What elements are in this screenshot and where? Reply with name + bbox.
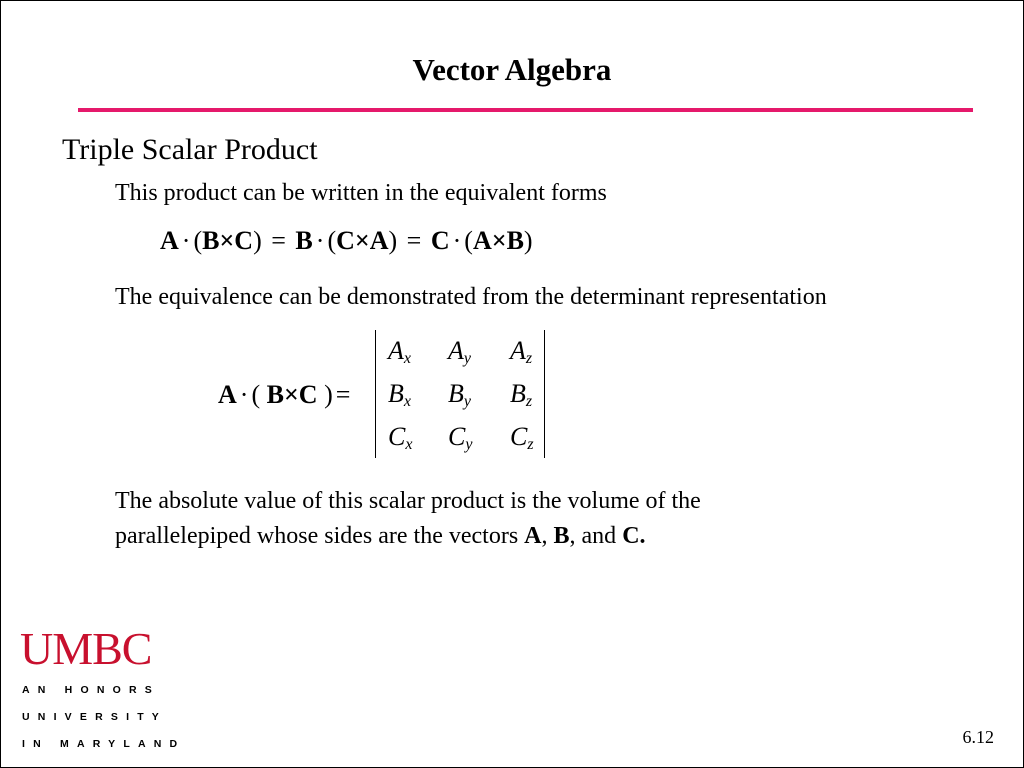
eq-equals: = bbox=[406, 226, 422, 255]
det-cell: $A_y$ bbox=[448, 336, 471, 367]
eq-b: B bbox=[202, 226, 220, 255]
det-cell: $A_z$ bbox=[510, 336, 533, 367]
determinant-lhs bbox=[218, 380, 353, 410]
eq-lparen: ( bbox=[464, 226, 473, 255]
logo-tagline-1: AN HONORS bbox=[22, 684, 160, 696]
section-heading: Triple Scalar Product bbox=[62, 133, 318, 166]
eq-equals: = bbox=[271, 226, 286, 255]
det-cell: $C_y$ bbox=[448, 422, 473, 453]
eq-cross: × bbox=[491, 226, 507, 255]
eq-dot: · bbox=[315, 226, 325, 255]
eq-c: C bbox=[336, 226, 355, 255]
logo-tagline-2: UNIVERSITY bbox=[22, 711, 168, 723]
slide-title: Vector Algebra bbox=[412, 52, 612, 87]
title-rule bbox=[78, 108, 973, 112]
eq-cross: × bbox=[354, 226, 370, 255]
eq-rparen: ) bbox=[523, 226, 533, 255]
det-lparen: ( bbox=[251, 380, 261, 409]
det-b: B bbox=[266, 380, 284, 409]
intro-text: This product can be written in the equivalent forms bbox=[115, 180, 607, 206]
eq-lparen: ( bbox=[327, 226, 337, 255]
eq-c: C bbox=[234, 226, 254, 255]
eq-b: B bbox=[295, 226, 313, 255]
page-number: 6.12 bbox=[962, 727, 994, 747]
det-dot: · bbox=[239, 380, 249, 409]
eq-a: A bbox=[160, 226, 179, 255]
det-cross: × bbox=[283, 380, 299, 409]
eq-dot: · bbox=[452, 226, 462, 255]
volume-text-line2: parallelepiped whose sides are the vectors A, B, and C. bbox=[115, 523, 646, 549]
eq-lparen: ( bbox=[193, 226, 203, 255]
det-cell: $B_z$ bbox=[510, 379, 533, 410]
det-cell: $B_y$ bbox=[448, 379, 471, 410]
det-cell: $C_x$ bbox=[388, 422, 413, 453]
eq-a: A bbox=[369, 226, 389, 255]
eq-b: B bbox=[506, 226, 524, 255]
equivalent-forms-equation bbox=[160, 226, 533, 256]
det-cell: $B_x$ bbox=[388, 379, 411, 410]
eq-dot: · bbox=[181, 226, 191, 255]
eq-rparen: ) bbox=[253, 226, 262, 255]
det-equals: = bbox=[335, 380, 351, 409]
determinant-matrix bbox=[375, 330, 545, 458]
umbc-logo: UMBC bbox=[20, 623, 152, 674]
eq-cross: × bbox=[219, 226, 235, 255]
volume-text-line1: The absolute value of this scalar product is the volume of the bbox=[115, 488, 701, 514]
det-a: A bbox=[218, 380, 237, 409]
det-cell: $C_z$ bbox=[510, 422, 534, 453]
eq-c: C bbox=[430, 226, 450, 255]
eq-rparen: ) bbox=[388, 226, 398, 255]
eq-a: A bbox=[472, 226, 492, 255]
det-cell: $A_x$ bbox=[388, 336, 411, 367]
det-rparen: ) bbox=[324, 380, 333, 409]
det-c: C bbox=[298, 380, 318, 409]
determinant-intro-text: The equivalence can be demonstrated from the determinant representation bbox=[115, 284, 827, 310]
logo-tagline-3: IN MARYLAND bbox=[22, 738, 186, 750]
